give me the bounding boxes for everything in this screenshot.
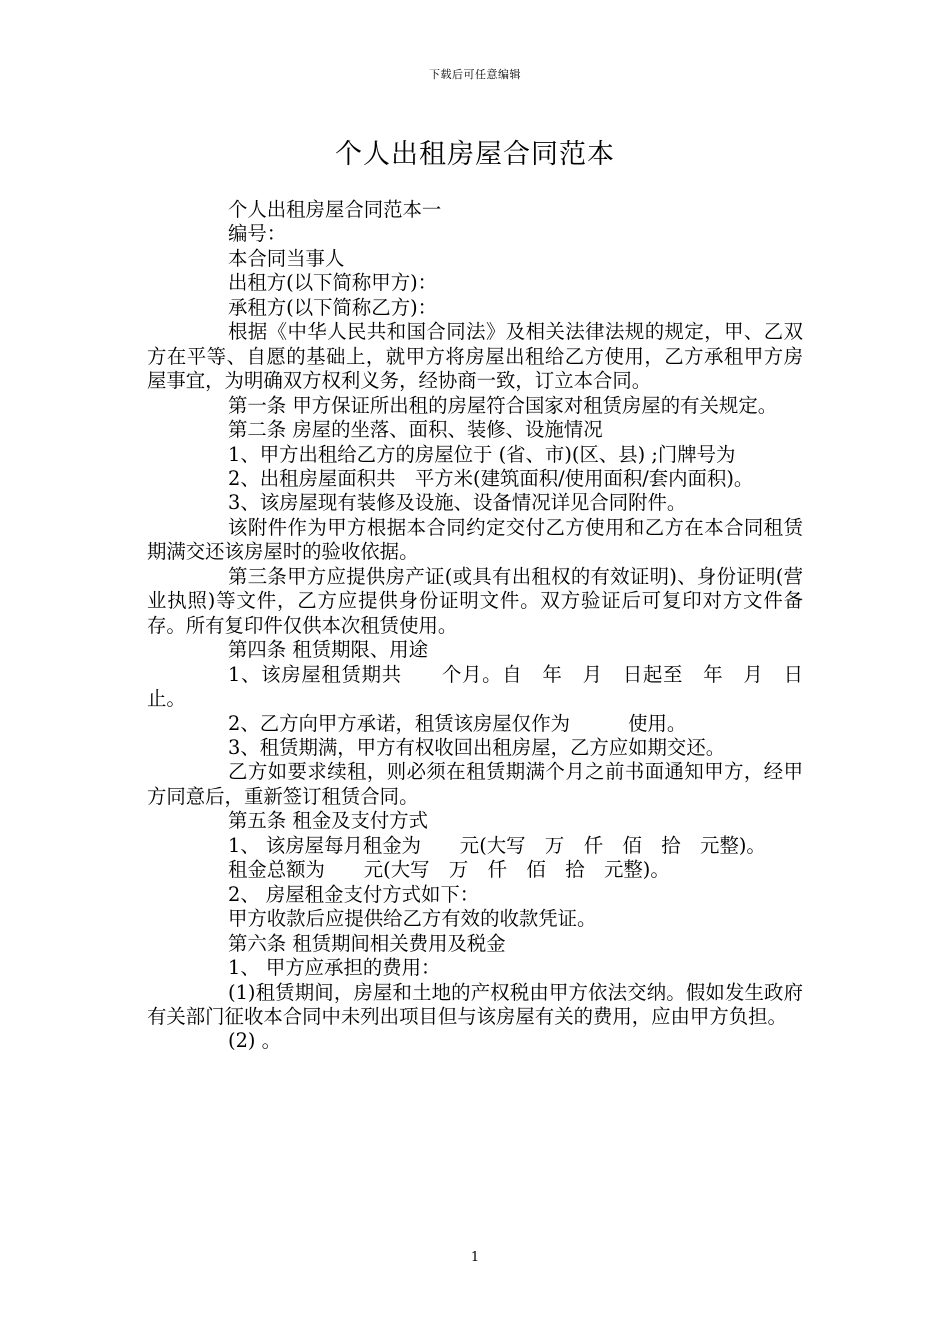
paragraph: 个人出租房屋合同范本一	[228, 198, 442, 221]
paragraph: 根据《中华人民共和国合同法》及相关法律法规的规定，甲、乙双方在平等、自愿的基础上，就甲方将房屋出租给乙方使用，乙方承租甲方房屋事宜，为明确双方权利义务，经协商一致，订立本合同。	[147, 320, 803, 393]
paragraph: 1、甲方出租给乙方的房屋位于 (省、市)(区、县) ;门牌号为	[228, 442, 736, 466]
paragraph: 第五条 租金及支付方式	[228, 809, 429, 833]
paragraph: 第一条 甲方保证所出租的房屋符合国家对租赁房屋的有关规定。	[228, 393, 778, 417]
page-number: 1	[470, 1250, 480, 1265]
paragraph: 1、 甲方应承担的费用：	[228, 956, 441, 980]
paragraph: 甲方收款后应提供给乙方有效的收款凭证。	[228, 907, 597, 931]
paragraph: 第二条 房屋的坐落、面积、装修、设施情况	[228, 418, 603, 442]
paragraph: 出租方(以下简称甲方)：	[228, 271, 438, 295]
paragraph: 3、该房屋现有装修及设施、设备情况详见合同附件。	[228, 491, 687, 515]
document-body	[147, 198, 803, 1054]
paragraph: 1、 该房屋每月租金为 元(大写 万 仟 佰 拾 元整)。	[228, 833, 766, 857]
paragraph: 1、该房屋租赁期共 个月。自 年 月 日起至 年 月 日止。	[147, 662, 803, 711]
paragraph: 编号：	[228, 222, 287, 246]
paragraph: 本合同当事人	[228, 246, 345, 270]
paragraph: 2、 房屋租金支付方式如下：	[228, 882, 480, 906]
paragraph: 乙方如要求续租，则必须在租赁期满个月之前书面通知甲方，经甲方同意后，重新签订租赁合同。	[147, 760, 803, 808]
paragraph: 第三条甲方应提供房产证(或具有出租权的有效证明)、身份证明(营业执照)等文件，乙方应提供身份证明文件。双方验证后可复印对方文件备存。所有复印件仅供本次租赁使用。	[147, 564, 803, 637]
paragraph: 2、乙方向甲方承诺，租赁该房屋仅作为 使用。	[228, 711, 687, 735]
paragraph: 该附件作为甲方根据本合同约定交付乙方使用和乙方在本合同租赁期满交还该房屋时的验收依据。	[147, 515, 803, 564]
paragraph: (1)租赁期间，房屋和土地的产权税由甲方依法交纳。假如发生政府有关部门征收本合同中未列出项目但与该房屋有关的费用，应由甲方负担。	[147, 980, 803, 1028]
paragraph: 第四条 租赁期限、用途	[228, 638, 429, 662]
paragraph: 3、租赁期满，甲方有权收回出租房屋，乙方应如期交还。	[228, 735, 726, 759]
paragraph: 2、出租房屋面积共 平方米(建筑面积/使用面积/套内面积)。	[228, 466, 754, 490]
paragraph: 租金总额为 元(大写 万 仟 佰 拾 元整)。	[228, 858, 670, 882]
paragraph: 第六条 租赁期间相关费用及税金	[228, 931, 506, 955]
page-header: 下载后可任意编辑	[429, 68, 521, 81]
paragraph: (2) 。	[228, 1029, 282, 1053]
document-title: 个人出租房屋合同范本	[335, 139, 615, 170]
paragraph: 承租方(以下简称乙方)：	[228, 295, 438, 319]
